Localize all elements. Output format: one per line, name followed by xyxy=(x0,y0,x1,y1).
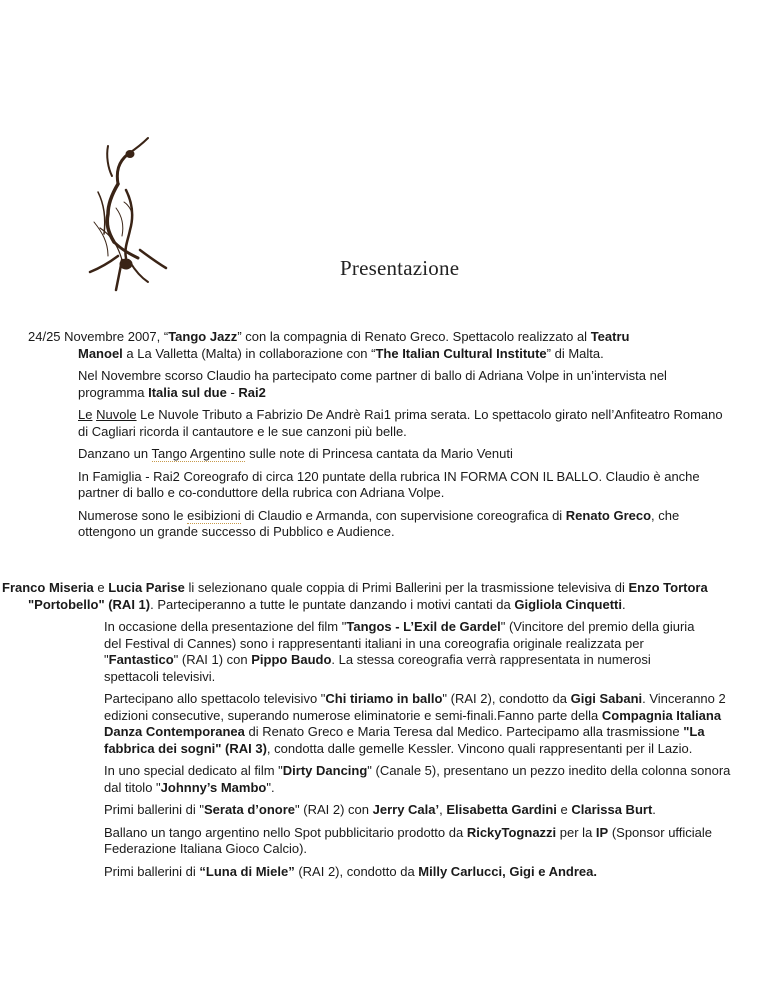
link-esibizioni[interactable]: esibizioni xyxy=(187,507,241,523)
paragraph-le-nuvole: Le Nuvole Le Nuvole Tributo a Fabrizio De Andrè Rai1 prima serata. Lo spettacolo girato nell’Anfiteatro Romano di Cagliari ricorda il cantautore e le sue canzoni più belle. xyxy=(78,407,723,439)
paragraph-tangos: In occasione della presentazione del film "Tangos - L’Exil de Gardel" (Vincitore del premio della giuria del Festival di Cannes) sono i rappresentanti italiani in una coreografia originale realizzata per "Fantastico" (RAI 1) con Pippo Baudo. La stessa coreografia verrà rappresentata in numerosi spettacoli televisivi. xyxy=(104,619,695,684)
paragraph-serata-onore: Primi ballerini di "Serata d’onore" (RAI 2) con Jerry Cala’, Elisabetta Gardini e Clarissa Burt. xyxy=(104,802,656,817)
paragraph-spot-ip: Ballano un tango argentino nello Spot pubblicitario prodotto da RickyTognazzi per la IP (Sponsor ufficiale Federazione Italiana Gioco Calcio). xyxy=(104,824,713,856)
paragraph-dirty-dancing: In uno special dedicato al film "Dirty Dancing" (Canale 5), presentano un pezzo inedito della colonna sonora dal titolo "Johnny’s Mambo". xyxy=(104,763,731,795)
paragraph-in-famiglia: In Famiglia - Rai2 Coreografo di circa 120 puntate della rubrica IN FORMA CON IL BALLO. Claudio è anche partner di ballo e co-conduttore della rubrica con Adriana Volpe. xyxy=(78,468,700,500)
dancer-logo xyxy=(78,132,170,294)
paragraph-luna-di-miele: Primi ballerini di “Luna di Miele” (RAI 2), condotto da Milly Carlucci, Gigi e Andrea. xyxy=(104,863,597,879)
paragraph-tango-jazz: 24/25 Novembre 2007, “Tango Jazz” con la compagnia di Renato Greco. Spettacolo realizzato al Teatru Manoel a La Valletta (Malta) in collaborazione con “The Italian Cultural Institute” di Malta. xyxy=(28,329,630,361)
paragraph-italia-sul-due: Nel Novembre scorso Claudio ha partecipato come partner di ballo di Adriana Volpe in un’intervista nel programma Italia sul due - Rai2 xyxy=(78,368,667,400)
section-tv-career xyxy=(2,580,734,886)
paragraph-portobello: Franco Miseria e Lucia Parise li selezionano quale coppia di Primi Ballerini per la trasmissione televisiva di Enzo Tortora "Portobello" (RAI 1). Parteciperanno a tutte le puntate danzando i motivi cantati da Gigliola Cinquetti. xyxy=(2,580,708,612)
section-recent-activities xyxy=(28,329,734,547)
paragraph-tango-argentino: Danzano un Tango Argentino sulle note di Princesa cantata da Mario Venuti xyxy=(78,446,513,461)
paragraph-chi-tiriamo: Partecipano allo spettacolo televisivo "Chi tiriamo in ballo" (RAI 2), condotto da Gigi Sabani. Vinceranno 2 edizioni consecutive, superando numerose eliminatorie e semi-finali.Fanno parte della Compagnia Italiana Danza Contemporanea di Renato Greco e Maria Teresa dal Medico. Partecipamo alla trasmissione "La fabbrica dei sogni" (RAI 3), condotta dalle gemelle Kessler. Vincono quali rappresentanti per il Lazio. xyxy=(104,691,726,756)
link-le[interactable]: Le xyxy=(78,407,93,422)
link-nuvole[interactable]: Nuvole xyxy=(96,407,137,422)
link-tango-argentino[interactable]: Tango Argentino xyxy=(151,446,246,461)
paragraph-esibizioni: Numerose sono le esibizioni di Claudio e Armanda, con supervisione coreografica di Renato Greco, che ottengono un grande successo di Pubblico e Audience. xyxy=(78,507,680,539)
page-title: Presentazione xyxy=(340,256,460,280)
